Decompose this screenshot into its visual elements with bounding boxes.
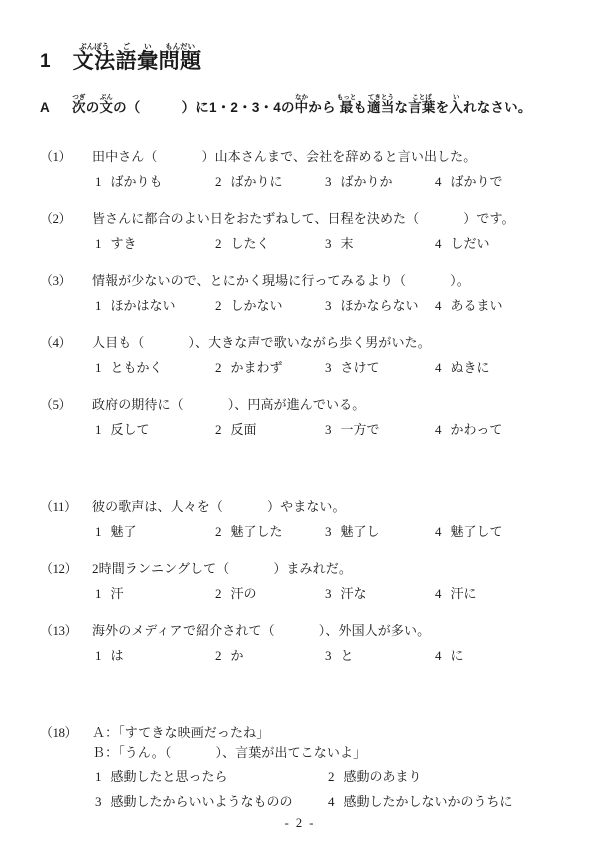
question-number: （2）: [40, 211, 72, 226]
instr-ruby-6: 最もっと: [336, 94, 357, 115]
option-item[interactable]: 1 すき: [95, 235, 137, 251]
dialogue-speaker-b-text: Ｂ：「うん。（ ）、言葉が出てこないよ」: [92, 744, 367, 760]
option-list: [40, 584, 580, 604]
dialogue-line-b: [40, 743, 580, 763]
question-text: 海外のメディアで紹介されて（ ）、外国人が多い。: [92, 623, 431, 638]
question-number: （1）: [40, 149, 72, 164]
option-item[interactable]: 2 反面: [215, 421, 257, 437]
option-item[interactable]: 2 魅了した: [215, 523, 283, 539]
question-number: （4）: [40, 335, 72, 350]
instr-ruby-10: 言葉ことば: [408, 94, 436, 115]
instr-ruby-0: 次つぎ: [72, 94, 86, 115]
question-stem: [40, 147, 580, 167]
option-list: [40, 420, 580, 440]
option-item[interactable]: 4 しだい: [435, 235, 490, 251]
option-item[interactable]: 2 かまわず: [215, 359, 283, 375]
question-block: [40, 271, 580, 315]
option-item[interactable]: 4 魅了して: [435, 523, 503, 539]
question-block: [40, 497, 580, 541]
instr-seg-3: の（ ）に1・2・3・4の: [113, 100, 295, 115]
question-number: （3）: [40, 273, 72, 288]
section-heading: [40, 42, 202, 72]
instr-ruby-4: 中なか: [294, 94, 309, 115]
question-text: 情報が少ないので、とにかく現場に行ってみるより（ ）。: [92, 273, 470, 288]
option-item[interactable]: 4 ばかりで: [435, 173, 503, 189]
option-item[interactable]: 3 ばかりか: [325, 173, 393, 189]
option-list: [40, 767, 580, 811]
option-list: [40, 172, 580, 192]
option-item[interactable]: 2 したく: [215, 235, 270, 251]
instruction-text: [72, 94, 532, 115]
question-number: （11）: [40, 499, 77, 514]
question-block: [40, 209, 580, 253]
question-text: 彼の歌声は、人々を（ ）やまない。: [92, 499, 346, 514]
title-ruby-1: 文法ぶんぽう: [72, 42, 116, 73]
option-item[interactable]: 3 感動したからいいようなものの: [95, 793, 293, 809]
question-stem: [40, 497, 580, 517]
question-text: 2時間ランニングして（ ）まみれだ。: [92, 561, 352, 576]
option-row: [95, 792, 580, 812]
instruction-marker: A: [40, 100, 50, 115]
option-item[interactable]: 1 ともかく: [95, 359, 163, 375]
question-stem: [40, 209, 580, 229]
option-item[interactable]: 3 さけて: [325, 359, 380, 375]
option-item[interactable]: 2 しかない: [215, 297, 283, 313]
instr-seg-11: を: [435, 100, 450, 115]
option-item[interactable]: 3 末: [325, 235, 354, 251]
option-list: [40, 296, 580, 316]
option-item[interactable]: 3 ほかならない: [325, 297, 419, 313]
instr-seg-1: の: [85, 100, 100, 115]
option-item[interactable]: 4 かわって: [435, 421, 503, 437]
instruction-line: [40, 94, 532, 116]
section-title: [73, 42, 202, 72]
option-item[interactable]: 4 汗に: [435, 585, 477, 601]
question-number: （5）: [40, 397, 72, 412]
question-number: （18）: [40, 725, 78, 740]
question-block: [40, 147, 580, 191]
question-stem: [40, 271, 580, 291]
title-ruby-4: 問題もんだい: [158, 42, 202, 73]
option-item[interactable]: 1 感動したと思ったら: [95, 769, 228, 784]
option-list: [40, 358, 580, 378]
option-item[interactable]: 1 反して: [95, 421, 150, 437]
instr-seg-7: も: [353, 100, 368, 115]
dialogue-line-a: [40, 723, 580, 743]
instr-ruby-8: 適当てきとう: [367, 94, 395, 115]
option-item[interactable]: 4 に: [435, 647, 464, 663]
option-item[interactable]: 1 ほかはない: [95, 297, 176, 313]
option-item[interactable]: 4 ぬきに: [435, 359, 490, 375]
question-block: [40, 333, 580, 377]
option-item[interactable]: 2 か: [215, 647, 244, 663]
instr-ruby-12: 入い: [449, 94, 464, 115]
option-item[interactable]: 4 感動したかしないかのうちに: [328, 793, 513, 809]
option-item[interactable]: 1 魅了: [95, 523, 137, 539]
option-list: [40, 234, 580, 254]
instr-ruby-2: 文ぶん: [99, 94, 114, 115]
option-item[interactable]: 2 感動のあまり: [328, 769, 422, 784]
question-text: 政府の期待に（ ）、円高が進んでいる。: [92, 397, 366, 412]
question-stem: [40, 621, 580, 641]
option-item[interactable]: 1 汗: [95, 585, 124, 601]
option-item[interactable]: 3 汗な: [325, 585, 367, 601]
option-item[interactable]: 3 魅了し: [325, 523, 380, 539]
option-list: [40, 646, 580, 666]
page-footer: - 2 -: [284, 816, 316, 830]
question-stem: [40, 559, 580, 579]
instr-seg-9: な: [394, 100, 409, 115]
question-number: （12）: [40, 561, 78, 576]
option-item[interactable]: 2 ばかりに: [215, 173, 283, 189]
question-text: 田中さん（ ）山本さんまで、会社を辞めると言い出した。: [92, 149, 477, 164]
question-text: 皆さんに都合のよい日をおたずねして、日程を決めた（ ）です。: [92, 211, 515, 226]
title-ruby-2: 語ご: [115, 42, 138, 73]
option-item[interactable]: 4 あるまい: [435, 297, 503, 313]
instr-seg-13: れなさい。: [463, 100, 532, 115]
dialogue-speaker-a-text: Ａ：「すてきな映画だったね」: [92, 725, 270, 740]
question-block: [40, 395, 580, 439]
option-list: [40, 522, 580, 542]
section-number: 1: [40, 51, 51, 72]
question-block: [40, 559, 580, 603]
question-text: 人目も（ ）、大きな声で歌いながら歩く男がいた。: [92, 335, 431, 350]
option-item[interactable]: 2 汗の: [215, 585, 257, 601]
question-number: （13）: [40, 623, 78, 638]
question-block-dialogue: [40, 723, 580, 816]
option-row: [95, 767, 580, 787]
option-item[interactable]: 3 と: [325, 647, 354, 663]
title-ruby-3: 彙い: [137, 42, 159, 73]
option-item[interactable]: 1 は: [95, 647, 124, 663]
question-stem: [40, 333, 580, 353]
question-stem: [40, 395, 580, 415]
option-item[interactable]: 1 ばかりも: [95, 173, 163, 189]
option-item[interactable]: 3 一方で: [325, 421, 380, 437]
instr-seg-5: から: [308, 100, 340, 115]
question-block: [40, 621, 580, 665]
